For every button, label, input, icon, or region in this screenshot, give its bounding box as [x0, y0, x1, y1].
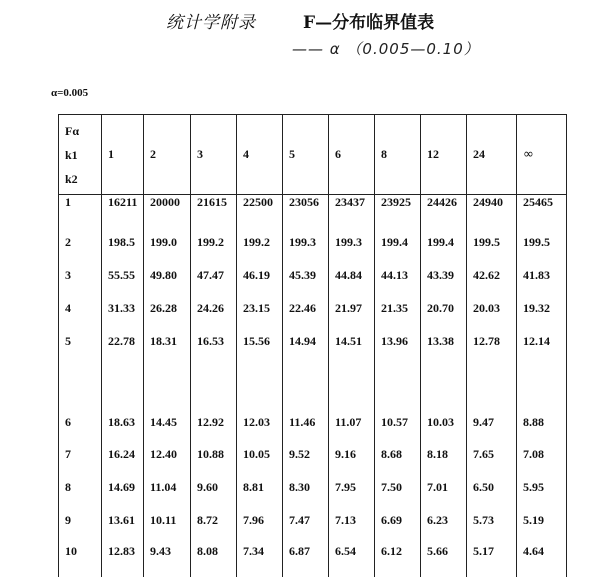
table-cell: 20000	[144, 195, 191, 227]
table-cell: 19.32	[517, 292, 567, 325]
table-row	[59, 292, 567, 325]
table-cell: 24.26	[191, 292, 237, 325]
table-cell: 41.83	[517, 259, 567, 292]
table-cell: 199.5	[517, 226, 567, 259]
table-cell: 13.61	[102, 504, 144, 537]
table-cell: 5.73	[467, 504, 517, 537]
column-header: 3	[191, 115, 237, 195]
table-cell: 22500	[237, 195, 283, 227]
table-cell: 7.34	[237, 537, 283, 577]
table-cell: 10.03	[421, 358, 467, 438]
table-cell: 7.13	[329, 504, 375, 537]
table-cell: 199.2	[191, 226, 237, 259]
table-cell: 46.19	[237, 259, 283, 292]
table-cell: 49.80	[144, 259, 191, 292]
row-header-k2: 8	[59, 471, 102, 504]
table-cell: 12.03	[237, 358, 283, 438]
corner-k2: k2	[65, 172, 78, 186]
table-cell: 5.19	[517, 504, 567, 537]
table-cell: 11.46	[283, 358, 329, 438]
table-cell: 44.84	[329, 259, 375, 292]
table-cell: 16211	[102, 195, 144, 227]
table-cell: 12.78	[467, 325, 517, 358]
table-cell: 20.70	[421, 292, 467, 325]
table-cell: 14.45	[144, 358, 191, 438]
table-cell: 7.47	[283, 504, 329, 537]
table-cell: 15.56	[237, 325, 283, 358]
table-cell: 7.01	[421, 471, 467, 504]
column-header: 24	[467, 115, 517, 195]
table-cell: 45.39	[283, 259, 329, 292]
table-cell: 9.43	[144, 537, 191, 577]
table-cell: 6.12	[375, 537, 421, 577]
table-cell: 23.15	[237, 292, 283, 325]
table-cell: 9.47	[467, 358, 517, 438]
row-header-k2: 1	[59, 195, 102, 227]
corner-f-alpha: Fα	[65, 124, 80, 138]
table-cell: 6.23	[421, 504, 467, 537]
column-header: 4	[237, 115, 283, 195]
table-cell: 7.95	[329, 471, 375, 504]
table-cell: 16.24	[102, 438, 144, 471]
column-header: 2	[144, 115, 191, 195]
table-cell: 12.83	[102, 537, 144, 577]
table-row	[59, 325, 567, 358]
table-cell: 10.05	[237, 438, 283, 471]
table-cell: 31.33	[102, 292, 144, 325]
table-row	[59, 537, 567, 577]
corner-cell	[59, 115, 102, 195]
table-cell: 6.54	[329, 537, 375, 577]
table-cell: 8.72	[191, 504, 237, 537]
table-cell: 199.4	[421, 226, 467, 259]
table-cell: 20.03	[467, 292, 517, 325]
table-cell: 18.31	[144, 325, 191, 358]
table-cell: 9.60	[191, 471, 237, 504]
table-row	[59, 259, 567, 292]
table-cell: 5.95	[517, 471, 567, 504]
table-cell: 198.5	[102, 226, 144, 259]
row-header-k2: 9	[59, 504, 102, 537]
corner-k1: k1	[65, 148, 78, 162]
table-cell: 199.3	[283, 226, 329, 259]
table-cell: 12.40	[144, 438, 191, 471]
document-title	[0, 6, 600, 32]
table-row	[59, 358, 567, 438]
title-table-name: F—分布临界值表	[303, 13, 435, 33]
table-cell: 24940	[467, 195, 517, 227]
table-cell: 7.96	[237, 504, 283, 537]
table-cell: 12.92	[191, 358, 237, 438]
table-cell: 12.14	[517, 325, 567, 358]
table-row	[59, 226, 567, 259]
table-cell: 199.3	[329, 226, 375, 259]
column-header: 12	[421, 115, 467, 195]
table-cell: 6.69	[375, 504, 421, 537]
table-cell: 23437	[329, 195, 375, 227]
table-cell: 6.87	[283, 537, 329, 577]
table-row	[59, 438, 567, 471]
table-cell: 43.39	[421, 259, 467, 292]
table-cell: 7.08	[517, 438, 567, 471]
table-cell: 21615	[191, 195, 237, 227]
table-cell: 5.66	[421, 537, 467, 577]
table-cell: 8.18	[421, 438, 467, 471]
table-cell: 55.55	[102, 259, 144, 292]
table-cell: 21.97	[329, 292, 375, 325]
table-cell: 21.35	[375, 292, 421, 325]
table-cell: 23925	[375, 195, 421, 227]
table-cell: 8.88	[517, 358, 567, 438]
table-cell: 23056	[283, 195, 329, 227]
table-cell: 10.57	[375, 358, 421, 438]
table-cell: 5.17	[467, 537, 517, 577]
table-cell: 199.0	[144, 226, 191, 259]
alpha-level-label: α=0.005	[51, 87, 89, 99]
subtitle-alpha-range: —— α （0.005—0.10）	[292, 40, 480, 58]
table-cell: 8.68	[375, 438, 421, 471]
table-row	[59, 504, 567, 537]
column-header: 1	[102, 115, 144, 195]
table-cell: 10.11	[144, 504, 191, 537]
row-header-k2: 6	[59, 358, 102, 438]
table-cell: 7.50	[375, 471, 421, 504]
table-cell: 44.13	[375, 259, 421, 292]
row-header-k2: 7	[59, 438, 102, 471]
table-cell: 199.5	[467, 226, 517, 259]
table-cell: 18.63	[102, 358, 144, 438]
table-cell: 4.64	[517, 537, 567, 577]
row-header-k2: 4	[59, 292, 102, 325]
table-cell: 8.81	[237, 471, 283, 504]
table-cell: 9.52	[283, 438, 329, 471]
table-cell: 22.78	[102, 325, 144, 358]
table-cell: 8.08	[191, 537, 237, 577]
column-header-infinity: ∞	[517, 115, 567, 195]
table-cell: 24426	[421, 195, 467, 227]
table-cell: 25465	[517, 195, 567, 227]
row-header-k2: 2	[59, 226, 102, 259]
table-cell: 6.50	[467, 471, 517, 504]
table-cell: 7.65	[467, 438, 517, 471]
f-distribution-table-container	[58, 114, 567, 577]
table-cell: 14.94	[283, 325, 329, 358]
row-header-k2: 3	[59, 259, 102, 292]
column-header: 6	[329, 115, 375, 195]
table-cell: 11.04	[144, 471, 191, 504]
column-header: 8	[375, 115, 421, 195]
table-row	[59, 195, 567, 227]
table-cell: 13.96	[375, 325, 421, 358]
row-header-k2: 5	[59, 325, 102, 358]
table-cell: 22.46	[283, 292, 329, 325]
table-cell: 9.16	[329, 438, 375, 471]
table-cell: 16.53	[191, 325, 237, 358]
table-cell: 8.30	[283, 471, 329, 504]
table-cell: 26.28	[144, 292, 191, 325]
f-distribution-table	[58, 114, 567, 577]
column-header: 5	[283, 115, 329, 195]
table-cell: 42.62	[467, 259, 517, 292]
title-appendix: 统计学附录	[166, 13, 256, 33]
table-cell: 13.38	[421, 325, 467, 358]
table-cell: 10.88	[191, 438, 237, 471]
table-cell: 47.47	[191, 259, 237, 292]
table-cell: 14.69	[102, 471, 144, 504]
table-row	[59, 471, 567, 504]
table-header-row	[59, 115, 567, 195]
table-cell: 14.51	[329, 325, 375, 358]
table-cell: 11.07	[329, 358, 375, 438]
row-header-k2: 10	[59, 537, 102, 577]
table-cell: 199.2	[237, 226, 283, 259]
table-cell: 199.4	[375, 226, 421, 259]
